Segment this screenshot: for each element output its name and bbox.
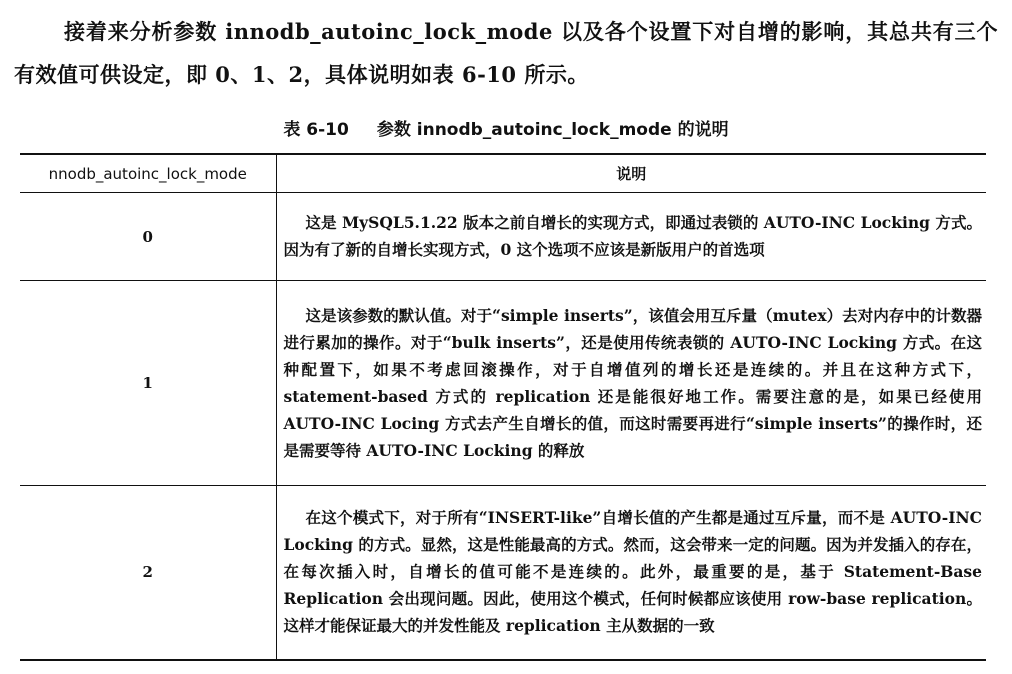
- intro-paragraph: 接着来分析参数 innodb_autoinc_lock_mode 以及各个设置下对自增的影响，其总共有三个有效值可供设定，即 0、1、2，具体说明如表 6-10 所示。: [14, 19, 998, 87]
- table-header-row: [20, 154, 986, 193]
- table-caption: [0, 118, 1012, 142]
- mode-value: 1: [142, 374, 153, 392]
- table-row: [20, 193, 986, 281]
- table-caption-number: 表 6-10: [283, 120, 349, 140]
- table-row: [20, 281, 986, 486]
- table-caption-title: 参数 innodb_autoinc_lock_mode 的说明: [376, 120, 729, 140]
- mode-value: 2: [142, 563, 153, 582]
- mode-description: 在这个模式下，对于所有“INSERT-like”自增长值的产生都是通过互斥量，而不是 AUTO-INC Locking 的方式。显然，这是性能最高的方式。然而，这会带来一定的问题。因为并发插入的存在，在每次插入时，自增长的值可能不是连续的。此外，最重要的是，基于 Statement-Base Replication 会出现问题。因此，使用这个模式，任何时候都应该使用 row-base replication。这样才能保证最大的并发性能及 replication 主从数据的一致: [276, 486, 986, 660]
- header-mode: nnodb_autoinc_lock_mode: [20, 154, 276, 193]
- mode-description: 这是该参数的默认值。对于“simple inserts”，该值会用互斥量（mutex）去对内存中的计数器进行累加的操作。对于“bulk inserts”，还是使用传统表锁的 AUTO-INC Locking 方式。在这种配置下，如果不考虑回滚操作，对于自增值列的增长还是连续的。并且在这种方式下，statement-based 方式的 replication 还是能很好地工作。需要注意的是，如果已经使用 AUTO-INC Locing 方式去产生自增长的值，而这时需要再进行“simple inserts”的操作时，还是需要等待 AUTO-INC Locking 的释放: [276, 281, 986, 486]
- mode-description: 这是 MySQL5.1.22 版本之前自增长的实现方式，即通过表锁的 AUTO-INC Locking 方式。因为有了新的自增长实现方式，0 这个选项不应该是新版用户的首选项: [276, 193, 986, 281]
- parameter-table: [20, 153, 986, 661]
- table-row: [20, 486, 986, 660]
- mode-value: 0: [142, 227, 153, 246]
- header-description: 说明: [276, 154, 986, 193]
